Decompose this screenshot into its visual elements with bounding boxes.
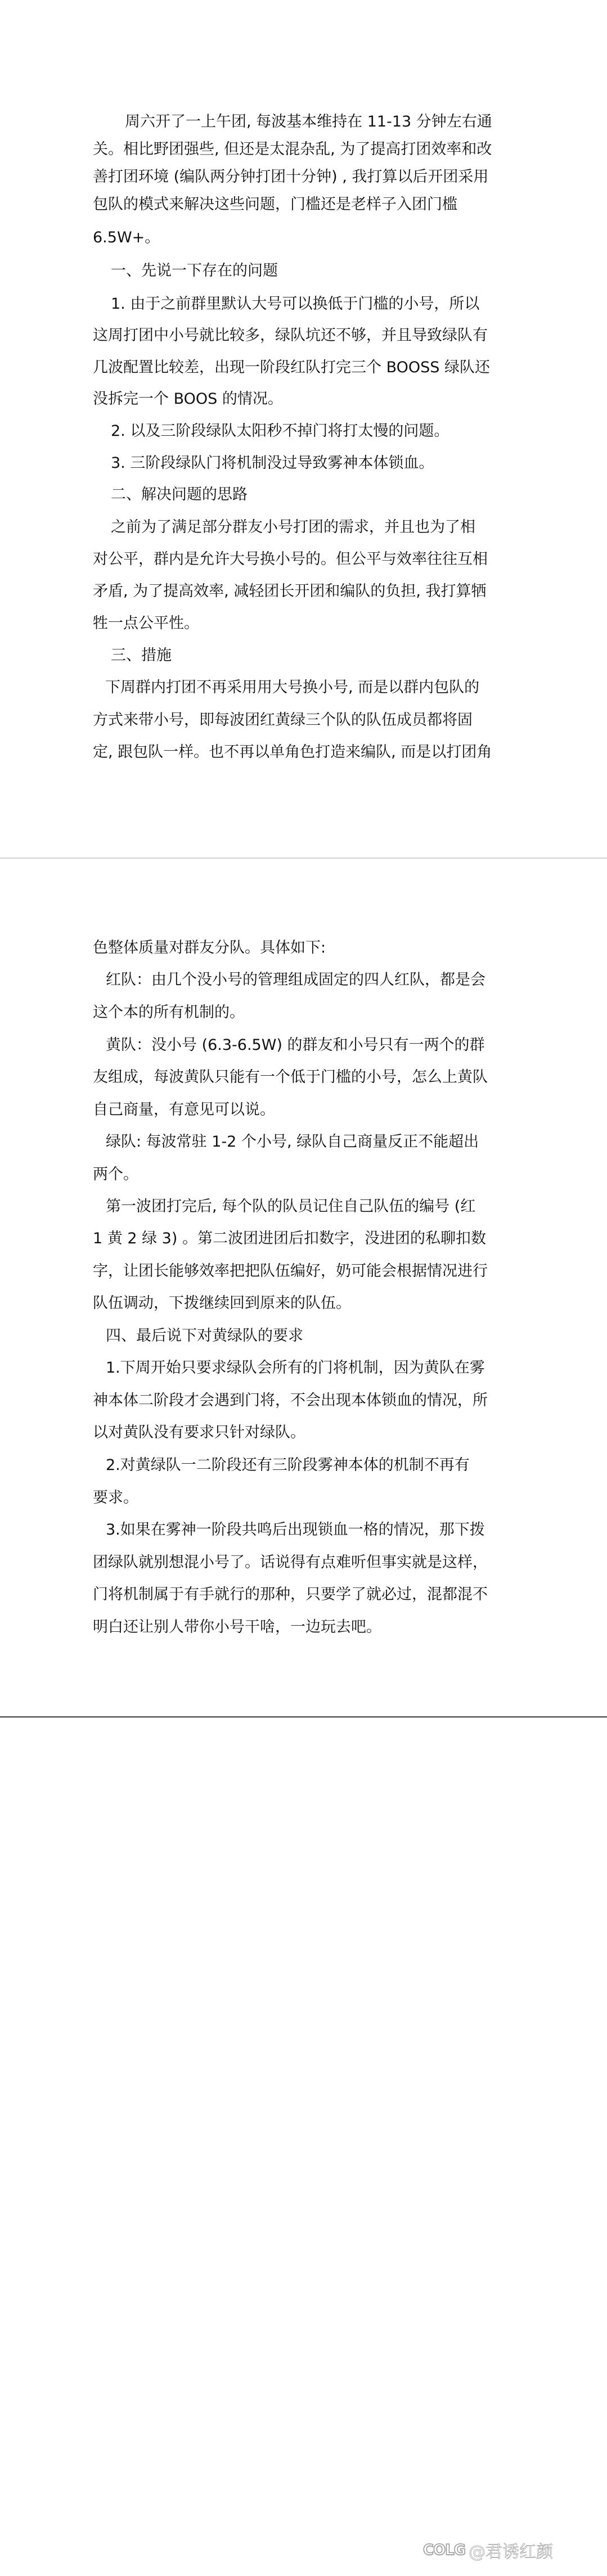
text-line: 几波配置比较差，出现一阶段红队打完三个 BOOSS 绿队还	[93, 359, 490, 376]
text-line: 3. 三阶段绿队门将机制没过导致雾神本体锁血。	[111, 454, 434, 472]
text-line: 三、措施	[111, 647, 172, 664]
text-line: 之前为了满足部分群友小号打团的需求，并且也为了相	[111, 518, 475, 536]
text-line: 6.5W+。	[93, 229, 160, 246]
text-line: 包队的模式来解决这些问题，门槛还是老样子入团门槛	[93, 196, 457, 213]
text-line: 方式来带小号，即每波团红黄绿三个队的队伍成员都将固	[93, 711, 473, 729]
text-line: 3.如果在雾神一阶段共鸣后出现锁血一格的情况，那下拨	[106, 1521, 485, 1539]
text-line: 没拆完一个 BOOS 的情况。	[93, 390, 283, 408]
text-line: 团绿队就别想混小号了。话说得有点难听但事实就是这样，	[93, 1554, 488, 1571]
page-divider	[0, 858, 607, 859]
text-line: 这个本的所有机制的。	[93, 1004, 245, 1021]
colg-logo-icon: COLG	[423, 2542, 466, 2559]
text-line: 2. 以及三阶段绿队太阳秒不掉门将打太慢的问题。	[111, 422, 449, 440]
text-line: 1.下周开始只要求绿队会所有的门将机制，因为黄队在雾	[106, 1359, 485, 1377]
text-line: 以对黄队没有要求只针对绿队。	[93, 1424, 305, 1441]
text-line: 关。相比野团强些, 但还是太混杂乱, 为了提高打团效率和改	[93, 141, 492, 158]
text-line: 周六开了一上午团, 每波基本维持在 11-13 分钟左右通	[125, 113, 492, 130]
text-line: 二、解决问题的思路	[111, 486, 248, 503]
text-line: 神本体二阶段才会遇到门将，不会出现本体锁血的情况，所	[93, 1392, 488, 1409]
text-line: 明白还让别人带你小号干啥，一边玩去吧。	[93, 1618, 381, 1636]
text-line: 一、先说一下存在的问题	[111, 262, 278, 279]
text-line: 友组成，每波黄队只能有一个低于门槛的小号，怎么上黄队	[93, 1068, 488, 1086]
text-line: 对公平，群内是允许大号换小号的。但公平与效率往往互相	[93, 551, 488, 568]
text-line: 两个。	[93, 1166, 138, 1183]
text-line: 定, 跟包队一样。也不再以单角色打造来编队, 而是以打团角	[93, 743, 492, 761]
text-line: 队伍调动，下拨继续回到原来的队伍。	[93, 1294, 351, 1312]
text-line: 红队：由几个没小号的管理组成固定的四人红队，都是会	[106, 971, 485, 989]
watermark-username: @君诱红颜	[469, 2542, 554, 2562]
text-line: 要求。	[93, 1489, 138, 1506]
text-line: 门将机制属于有手就行的那种，只要学了就必过，混都混不	[93, 1586, 488, 1603]
text-line: 这周打团中小号就比较多，绿队坑还不够，并且导致绿队有	[93, 327, 488, 344]
text-line: 矛盾, 为了提高效率, 减轻团长开团和编队的负担, 我打算牺	[93, 583, 487, 600]
text-line: 黄队：没小号 (6.3-6.5W) 的群友和小号只有一两个的群	[106, 1036, 485, 1054]
text-line: 绿队: 每波常驻 1-2 个小号, 绿队自己商量反正不能超出	[106, 1133, 479, 1151]
text-line: 下周群内打团不再采用用大号换小号, 而是以群内包队的	[105, 679, 480, 696]
text-line: 善打团环境 (编队两分钟打团十分钟) , 我打算以后开团采用	[93, 168, 489, 186]
page-divider	[0, 1716, 607, 1718]
text-line: 1 黄 2 绿 3) 。第二波团进团后扣数字，没进团的私聊扣数	[93, 1230, 486, 1247]
text-line: 牲一点公平性。	[93, 615, 199, 632]
text-line: 色整体质量对群友分队。具体如下:	[93, 939, 326, 957]
text-line: 2.对黄绿队一二阶段还有三阶段雾神本体的机制不再有	[106, 1456, 470, 1474]
text-line: 第一波团打完后, 每个队的队员记住自己队伍的编号 (红	[106, 1198, 476, 1215]
watermark	[423, 2539, 553, 2561]
text-line: 四、最后说下对黄绿队的要求	[106, 1327, 303, 1345]
text-line: 字，让团长能够效率把把队伍编好，奶可能会根据情况进行	[93, 1262, 488, 1280]
text-line: 自己商量，有意见可以说。	[93, 1101, 275, 1118]
text-line: 1. 由于之前群里默认大号可以换低于门槛的小号，所以	[111, 295, 480, 313]
